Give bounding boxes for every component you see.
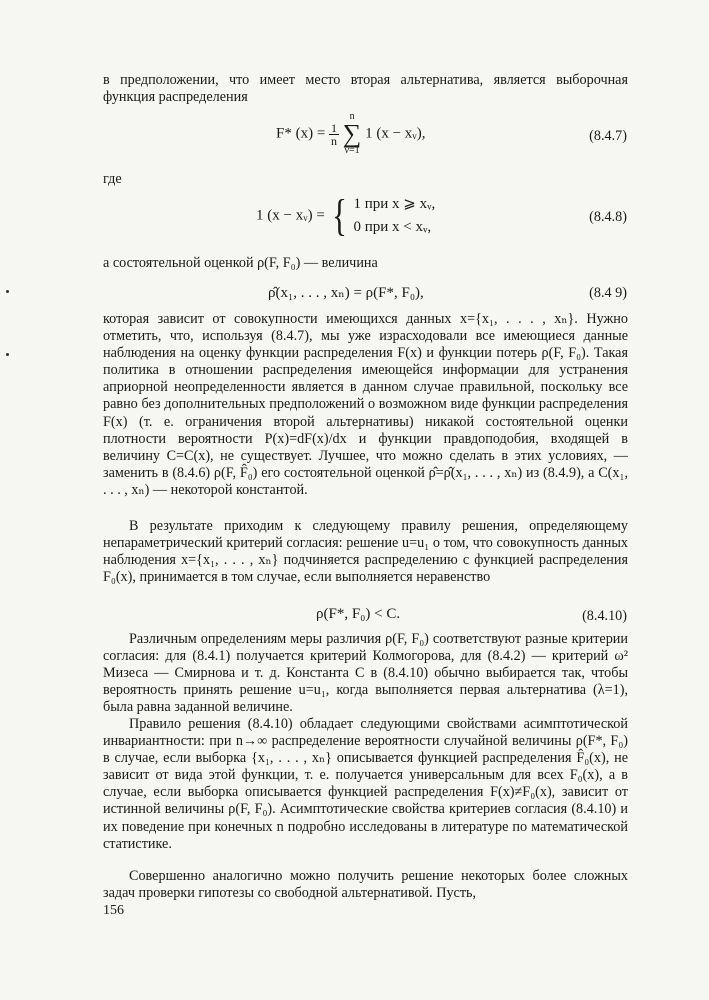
- paragraph-criteria: Различным определениям меры различия ρ(F, F₀) соответствуют разные критерии согласия: для (8.4.1) получается критерий Колмогорова, для (8.4.2) — критерий ω² Мизеса — Смирнова и т. д. Константа C в (8.4.10) обычно выбирается так, чтобы вероятность принять решение u=u₁, когда выполняется первая альтернатива (λ=1), была равна заданной величине.: [103, 631, 628, 716]
- equation-number-8-4-8: (8.4.8): [589, 209, 627, 225]
- equation-8-4-9: ρ̂(x₁, . . . , xₙ) = ρ(F*, F₀),: [268, 285, 424, 301]
- paragraph-analogous: Совершенно аналогично можно получить решение некоторых более сложных задач проверки гипотезы со свободной альтернативой. Пусть,: [103, 868, 628, 902]
- scan-mark: [6, 290, 9, 293]
- paragraph-asymptotic: Правило решения (8.4.10) обладает следующими свойствами асимптотической инвариантности: при n→∞ распределение вероятности случайной величины ρ(F*, F₀) в случае, если выборка {x₁, . . . , xₙ} описывается функцией распределения F̂₀(x), не зависит от вида этой функции, т. е. получается универсальным для всех F₀(x), а в случае, если выборка описывается функцией распределения F(x)≠F₀(x), зависит от истинной величины ρ(F, F₀). Асимптотические свойства критериев согласия (8.4.10) и их поведение при конечных n подробно исследованы в литературе по математической статистике.: [103, 716, 628, 852]
- eq1-sum-sign: ∑: [342, 119, 362, 148]
- equation-number-8-4-7: (8.4.7): [589, 128, 627, 144]
- eq1-frac-den: n: [331, 133, 338, 148]
- eq1-rhs: 1 (x − xᵥ),: [365, 125, 426, 142]
- eq2-cases: [353, 193, 435, 239]
- eq2-case-1: 1 при x ⩾ xᵥ,: [353, 196, 436, 212]
- eq2-case-2: 0 при x < xᵥ,: [353, 219, 432, 235]
- paragraph-intro: в предположении, что имеет место вторая альтернатива, является выборочная функция распределения: [103, 72, 628, 106]
- eq1-sum-top: n: [349, 111, 355, 122]
- equation-8-4-8: [256, 193, 435, 239]
- equation-number-8-4-9: (8.4 9): [589, 285, 627, 301]
- equation-8-4-10: ρ(F*, F₀) < C.: [316, 606, 401, 622]
- scan-mark: [6, 353, 9, 356]
- eq2-brace: {: [331, 191, 347, 240]
- paragraph-decision-rule: В результате приходим к следующему правилу решения, определяющему непараметрический критерий согласия: решение u=u₁ о том, что совокупность данных наблюдения x={x₁, . . . , xₙ} подчиняется распределению с функцией распределения F₀(x), принимается в том случае, если выполняется неравенство: [103, 518, 628, 586]
- eq1-lhs: F* (x) =: [276, 125, 326, 142]
- paragraph-policy: которая зависит от совокупности имеющихся данных x={x₁, . . . , xₙ}. Нужно отметить, что, используя (8.4.7), мы уже израсходовали все имеющиеся данные наблюдения на оценку функции распределения F(x) и функции потерь ρ(F, F₀). Такая политика в отношении распределения имеющейся информации для устранения априорной неопределенности является в данном случае правильной, поскольку все равно без дополнительных предположений о возможном виде функции распределения F(x) (т. е. ограничения второй альтернативы) никакой состоятельной оценки плотности вероятности P(x)=dF(x)/dx и функции правдоподобия, входящей в величину C=C(x), не существует. Лучшее, что можно сделать в этих условиях, — заменить в (8.4.6) ρ(F, F̂₀) его состоятельной оценкой ρ̂=ρ̂(x₁, . . . , xₙ) из (8.4.9), а C(x₁, . . . , xₙ) — некоторой константой.: [103, 311, 628, 498]
- eq1-fraction: [329, 122, 339, 147]
- eq1-sum-bottom: ν=1: [344, 145, 360, 156]
- page-number: 156: [103, 903, 124, 918]
- equation-number-8-4-10: (8.4.10): [582, 608, 627, 624]
- paragraph-estimate: а состоятельной оценкой ρ(F, F₀) — величина: [103, 255, 378, 271]
- eq1-sum: [343, 112, 362, 156]
- paragraph-where: где: [103, 171, 122, 187]
- equation-8-4-7: [276, 112, 425, 156]
- eq2-lhs: 1 (x − xᵥ) =: [256, 207, 325, 224]
- eq1-frac-num: 1: [331, 120, 338, 135]
